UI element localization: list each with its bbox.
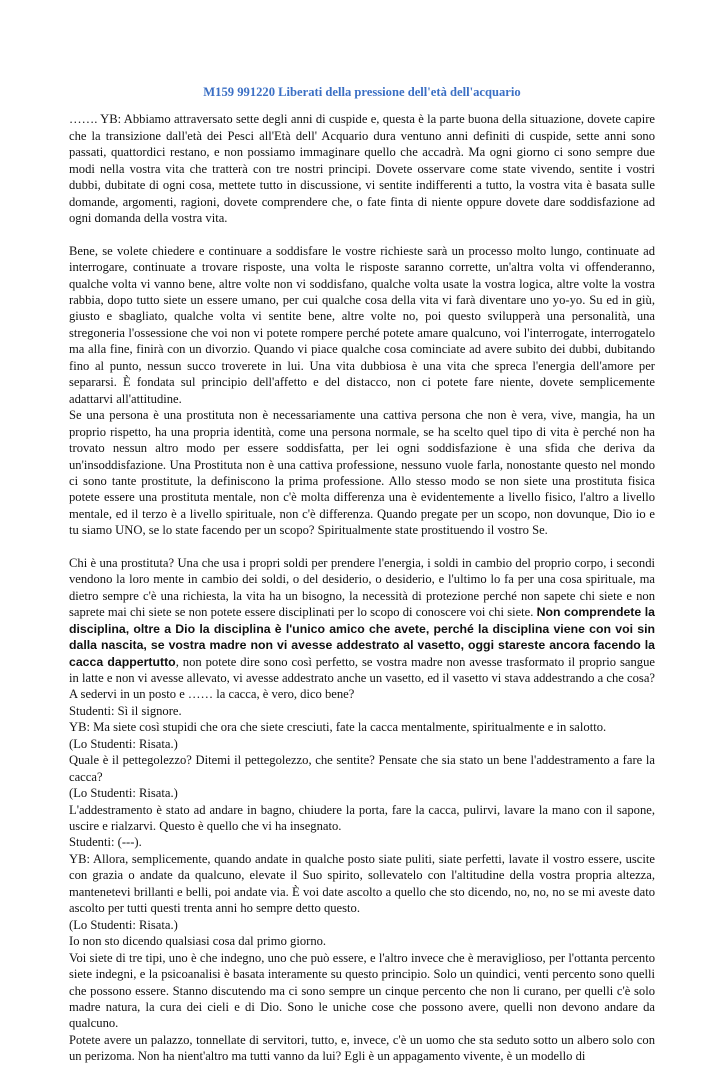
dialogue-line: (Lo Studenti: Risata.): [69, 736, 178, 751]
paragraph: [69, 555, 655, 703]
dialogue-line: Studenti: Sì il signore.: [69, 703, 182, 718]
dialogue-line: Studenti: (---).: [69, 835, 142, 850]
dialogue-line: L'addestramento è stato ad andare in bagno, chiudere la porta, fare la cacca, pulirvi, lavare la mano con il sapone, uscire e rialzarvi. Questo è quello che vi ha insegnato.: [69, 802, 655, 834]
paragraph-text: , non potete dire sono così perfetto, se vostra madre non avesse trasformato il proprio sangue in latte e non vi avesse allevato, vi avesse addestrato anche un vasetto, ed il vasetto vi stava addestrando a che cosa? A sedervi in un posto e …… la cacca, è vero, dico bene?: [69, 654, 655, 702]
document-title: M159 991220 Liberati della pressione dell'età dell'acquario: [203, 85, 521, 99]
document-body: [69, 111, 655, 1064]
paragraph: ……. YB: Abbiamo attraversato sette degli anni di cuspide e, questa è la parte buona della situazione, dovete capire che la transizione dall'età dei Pesci all'Età dell' Acquario dura ventuno anni definiti di cuspide, sette anni sono passati, quattordici restano, e non possiamo immaginare quello che accadrà. Ma ogni giorno ci sono sempre due modi nella vostra vita che tratterà con tre nostri principi. Dovete osservare come state vivendo, sentite i vostri dubbi, dubitate di ogni cosa, mettete tutto in discussione, vi sentite indifferenti a tutto, la vostra vita è basata sulle domande, argomenti, ragioni, dovete comprendere che, o fate finta di niente oppure dovete dare soddisfazione ad ogni domanda della vostra vita.: [69, 112, 655, 226]
paragraph: Se una persona è una prostituta non è necessariamente una cattiva persona che non è vera, vive, mangia, ha un proprio rispetto, ha una propria identità, come una persona normale, se ha scelto quel tipo di vita è perché non ha trovato nessun altro modo per essere soddisfatta, per lei ogni soddisfazione è una sfida che deriva da un'insoddisfazione. Una Prostituta non è una cattiva professione, nessuno vuole farla, nonostante questo nel mondo ci sono tante prostitute, la definiscono la prima professione. Allo stesso modo se non siete una prostituta fisica potete essere una prostituta mentale, non c'è molta differenza una è evidentemente a livello fisico, l'altro a livello mentale, ed il terzo è a livello spirituale, non c'è differenza. Quando pregate per un scopo, non dovunque, Dio io e tu siamo UNO, se lo state facendo per un scopo? Spiritualmente state prostituendo il vostro Se.: [69, 408, 655, 538]
dialogue-line: Io non sto dicendo qualsiasi cosa dal primo giorno.: [69, 934, 327, 949]
bold-emphasis-text: Non comprendete la disciplina, oltre a Dio la disciplina è l'unico amico che avete, perché la disciplina viene con voi sin dalla nascita, se vostra madre non vi avesse addestrato al vasetto, oggi stareste ancora facendo la cacca dappertutto: [69, 605, 655, 669]
paragraph: Voi siete di tre tipi, uno è che indegno, uno che può essere, e l'altro invece che è meraviglioso, per l'ottanta percento siete indegni, e la psicoanalisi è basata interamente su questo principio. Solo un quindici, venti percento sono quelli che possono essere. Stanno discutendo ma ci sono sempre un cinque percento che non li curano, per quelli c'è solo madre natura, la cura dei cieli e di Dio. Sono le uniche cose che possono avere, quelli non devono andare da qualcuno.: [69, 950, 655, 1031]
paragraph: Potete avere un palazzo, tonnellate di servitori, tutto, e, invece, c'è un uomo che sta seduto sotto un albero solo con un perizoma. Non ha nient'altro ma tutti vanno da lui? Egli è un appagamento vivente, è un modello di: [69, 1032, 655, 1064]
paragraph: Bene, se volete chiedere e continuare a soddisfare le vostre richieste sarà un processo molto lungo, continuate ad interrogare, continuate a trovare risposte, una volta le risposte saranno corrette, un'altra volta vi offenderanno, qualche volta vi vanno bene, altre volte non vi soddisfano, qualche volta usate la vostra logica, altre volte la vostra rabbia, dopo tutto siete un essere umano, per cui qualche cosa della vita vi farà diventare uno yo-yo. Su ed in giù, giusto e sbagliato, qualche volta vi sentite bene, altre volte no, poi questo svilupperà una personalità, una stregoneria l'ossessione che voi non vi potete rompere perché potete amare qualcuno, voi l'interrogate, interrogatelo ma alla fine, finirà con un divorzio. Quando vi piace qualche cosa cominciate ad avere subito dei dubbi, dubitando fino al punto, nessun succo troverete in lui. Una vita dubbiosa è una vita che spreca l'energia dell'amore per separarsi. È fondata sul principio dell'affetto e del distacco, non ci potete fare niente, dovete semplicemente adattarvi all'attitudine.: [69, 243, 655, 406]
dialogue-line: (Lo Studenti: Risata.): [69, 786, 178, 801]
dialogue-line: Quale è il pettegolezzo? Ditemi il pettegolezzo, che sentite? Pensate che sia stato un bene l'addestramento a fare la cacca?: [69, 753, 655, 784]
dialogue-line: (Lo Studenti: Risata.): [69, 917, 178, 932]
dialogue-line: YB: Allora, semplicemente, quando andate in qualche posto siate puliti, siate perfetti, lavate il vostro essere, uscite con grazia o andate da qualcuno, elevate il Suo spirito, sollevatelo con l'altitudine della vostra propria altezza, mantenetevi brillanti e belli, poi andate via. È voi date ascolto a quello che sto dicendo, no, no, no se mi aveste dato ascolto per tutti questi trenta anni ho sempre detto questo.: [69, 851, 655, 916]
dialogue-line: YB: Ma siete così stupidi che ora che siete cresciuti, fate la cacca mentalmente, spiritualmente e in salotto.: [69, 720, 607, 735]
paragraph-text: Chi è una prostituta? Una che usa i propri soldi per prendere l'energia, i soldi in cambio del proprio corpo, i secondi vendono la loro mente in cambio dei soldi, o del desiderio, o desiderio, e l'ultimo lo fa per una cosa spirituale, ma dietro sempre c'è una richiesta, la vita ha un bisogno, la necessità di protezione perché non sapete chi siete e non saprete mai chi siete se non potete essere disciplinati per lo scopo di conoscere voi chi siete.: [69, 555, 655, 620]
